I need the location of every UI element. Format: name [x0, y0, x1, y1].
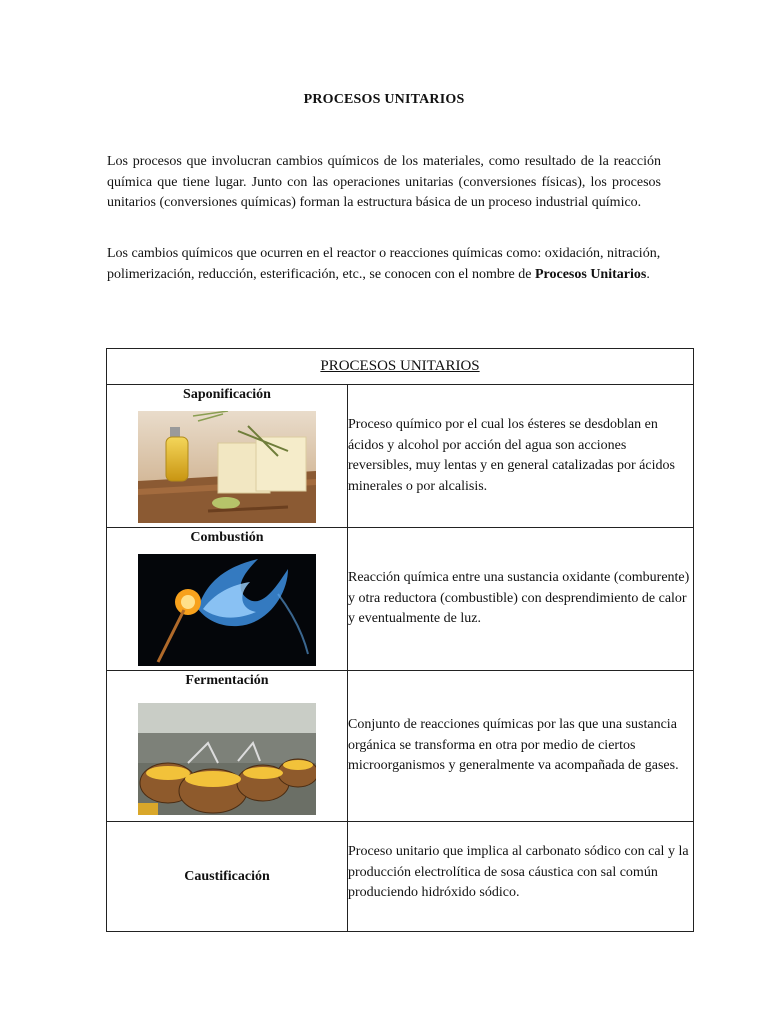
process-description: Proceso químico por el cual los ésteres se desdoblan en ácidos y alcohol por acción del agua son acciones reversibles, muy lentas y en general catalizadas por ácidos minerales o por alcalisis.	[348, 385, 694, 528]
second-paragraph	[107, 244, 661, 285]
process-name: Fermentación	[185, 673, 269, 688]
table-row-combustion	[107, 528, 694, 671]
process-description: Proceso unitario que implica al carbonato sódico con cal y la producción electrolítica de sosa cáustica con sal común produciendo hidróxido sódico.	[348, 822, 694, 932]
second-paragraph-text: Los cambios químicos que ocurren en el reactor o reacciones químicas como: oxidación, nitración, polimerización, reducción, esterificación, etc., se conocen con el nombre de	[107, 246, 661, 282]
second-paragraph-end: .	[646, 266, 650, 282]
process-cell	[107, 671, 348, 822]
document-title: PROCESOS UNITARIOS	[303, 92, 465, 107]
process-description: Reacción química entre una sustancia oxidante (comburente) y otra reductora (combustible) con desprendimiento de calor y eventualmente de luz.	[348, 528, 694, 671]
process-description: Conjunto de reacciones químicas por las que una sustancia orgánica se transforma en otra por medio de ciertos microorganismos y generalmente va acompañada de gases.	[348, 671, 694, 822]
table-row-fermentacion	[107, 671, 694, 822]
table-header	[107, 349, 694, 385]
second-paragraph-bold: Procesos Unitarios	[534, 266, 647, 282]
table-row-saponificacion	[107, 385, 694, 528]
process-cell	[107, 528, 348, 671]
fermentation-barrels-image	[138, 703, 316, 815]
intro-paragraph: Los procesos que involucran cambios químicos de los materiales, como resultado de la reacción química que tiene lugar. Junto con las operaciones unitarias (conversiones físicas), los procesos unitarios (conversiones químicas) forman la estructura básica de un proceso industrial químico.	[107, 154, 661, 210]
soap-and-oil-image	[138, 411, 316, 523]
table-header-label: PROCESOS UNITARIOS	[320, 358, 480, 374]
burning-match-image	[138, 554, 316, 666]
process-name: Caustificación	[184, 868, 270, 884]
process-name: Saponificación	[183, 387, 271, 402]
process-cell	[107, 385, 348, 528]
process-cell	[107, 822, 348, 932]
process-name: Combustión	[190, 530, 264, 545]
processes-table	[106, 348, 694, 932]
table-row-caustificacion	[107, 822, 694, 932]
